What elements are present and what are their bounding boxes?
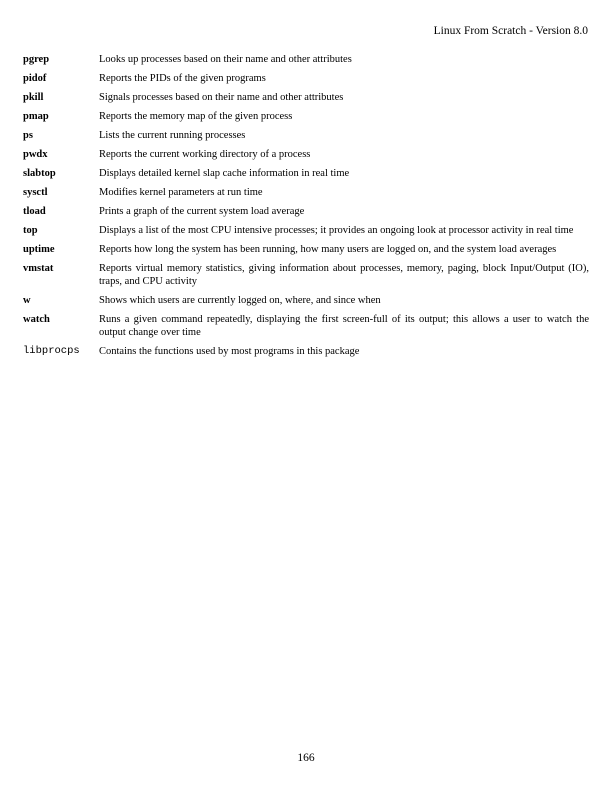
program-description: Prints a graph of the current system load average [99,206,305,217]
program-description: Shows which users are currently logged on, where, and since when [99,295,381,306]
library-name: libprocps [23,345,80,357]
list-item [23,262,589,288]
program-description: Reports the PIDs of the given programs [99,73,266,84]
list-item [23,167,589,180]
program-name: pkill [23,92,44,103]
list-item [23,313,589,339]
list-item [23,345,589,358]
program-description: Reports the current working directory of a process [99,149,311,160]
program-name: top [23,225,38,236]
program-name: vmstat [23,263,54,274]
program-name: tload [23,206,46,217]
program-name: pmap [23,111,49,122]
program-description: Looks up processes based on their name and other attributes [99,54,352,65]
list-item [23,110,589,123]
list-item [23,129,589,142]
list-item [23,243,589,256]
program-name: slabtop [23,168,56,179]
program-description: Runs a given command repeatedly, displaying the first screen-full of its output; this allows a user to watch the output change over time [99,314,589,338]
program-name: ps [23,130,33,141]
list-item [23,205,589,218]
program-name: pwdx [23,149,48,160]
program-name: sysctl [23,187,48,198]
program-name: pgrep [23,54,50,65]
program-name: uptime [23,244,55,255]
program-name: pidof [23,73,47,84]
program-description: Contains the functions used by most programs in this package [99,346,360,357]
program-description: Signals processes based on their name and other attributes [99,92,344,103]
page-number: 166 [297,752,315,764]
program-list [23,53,589,364]
list-item [23,148,589,161]
list-item [23,91,589,104]
program-name: w [23,295,31,306]
program-description: Lists the current running processes [99,130,246,141]
program-description: Reports the memory map of the given process [99,111,293,122]
list-item [23,72,589,85]
list-item [23,186,589,199]
list-item [23,224,589,237]
program-description: Displays detailed kernel slap cache information in real time [99,168,350,179]
program-description: Reports how long the system has been running, how many users are logged on, and the system load averages [99,244,557,255]
program-name: watch [23,314,50,325]
program-description: Displays a list of the most CPU intensive processes; it provides an ongoing look at processor activity in real time [99,225,574,236]
page-header-title: Linux From Scratch - Version 8.0 [433,25,588,37]
program-description: Modifies kernel parameters at run time [99,187,263,198]
list-item [23,294,589,307]
program-description: Reports virtual memory statistics, giving information about processes, memory, paging, block Input/Output (IO), traps, and CPU activity [99,263,589,287]
list-item [23,53,589,66]
